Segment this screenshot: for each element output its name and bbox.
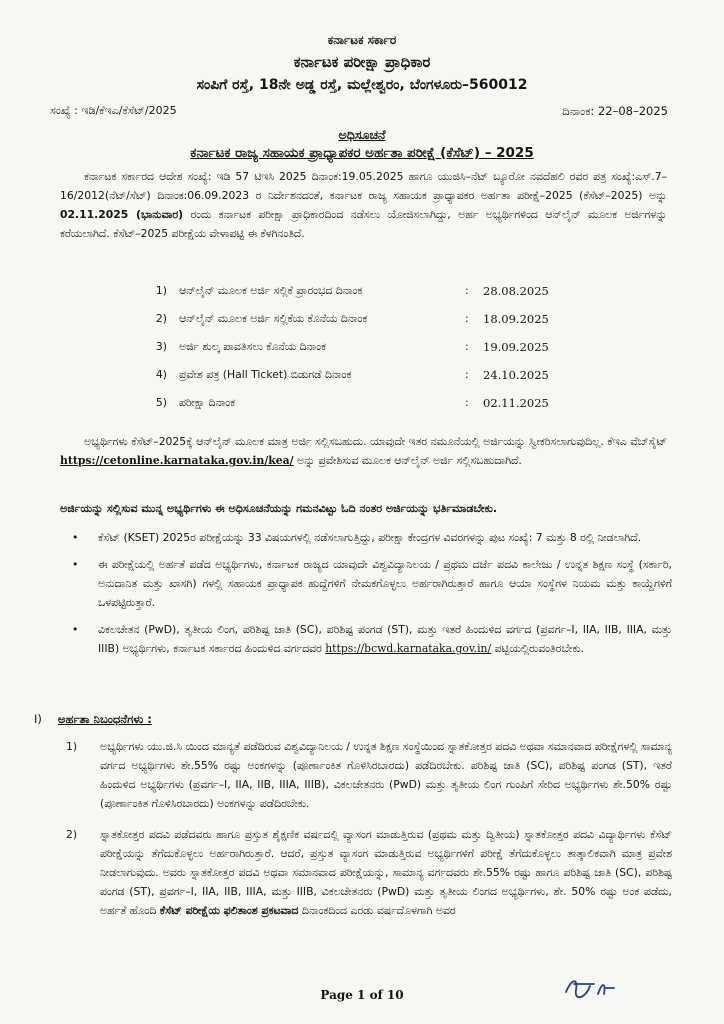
notification-subject: ಕರ್ನಾಟಕ ರಾಜ್ಯ ಸಹಾಯಕ ಪ್ರಾಧ್ಯಾಪಕರ ಅರ್ಹತಾ ಪರೀಕ್ಷೆ (ಕೆಸೆಟ್) – 2025 xyxy=(190,145,534,161)
bullet-icon: • xyxy=(72,623,79,636)
reference-number: ಸಂಖ್ಯೆ : ಇಡಿ/ಕೆಇಎ/ಕೆಸೆಟ್/2025 xyxy=(50,104,177,117)
schedule-row: 3) ಅರ್ಜಿ ಶುಲ್ಕ ಪಾವತಿಸಲು ಕೊನೆಯ ದಿನಾಂಕ : 19.09.2025 xyxy=(155,340,549,354)
schedule-row: 4) ಪ್ರವೇಶ ಪತ್ರ (Hall Ticket) ಬಿಡುಗಡೆ ದಿನಾಂಕ : 24.10.2025 xyxy=(155,368,549,382)
list-item: 2) ಸ್ನಾತಕೋತ್ತರ ಪದವಿ ಪಡೆದವರು ಹಾಗೂ ಪ್ರಸ್ತುತ ಶೈಕ್ಷಣಿಕ ವರ್ಷದಲ್ಲಿ ವ್ಯಾಸಂಗ ಮಾಡುತ್ತಿರುವ (ಪ್ರಥಮ ಮತ್ತು ದ್ವಿತೀಯ) ಸ್ನಾತಕೋತ್ತರ ಪದವಿ ವಿದ್ಯಾರ್ಥಿಗಳು ಕೆಸೆಟ್ ಪರೀಕ್ಷೆಯನ್ನು ತೆಗೆದುಕೊಳ್ಳಲು ಅರ್ಹರಾಗಿರುತ್ತಾರೆ. ಆದರೆ, ಪ್ರಸ್ತುತ ವ್ಯಾಸಂಗ ಮಾಡುತ್ತಿರುವ ಅಭ್ಯರ್ಥಿಗಳಿಗೆ ಪರೀಕ್ಷೆ ತೆಗೆದುಕೊಳ್ಳಲು ತಾತ್ಕಾಲಿಕವಾಗಿ ಮಾತ್ರ ಪ್ರವೇಶ ನೀಡಲಾಗುವುದು. ಅವರು ಸ್ನಾತಕೋತ್ತರ ಪದವಿ ಅಥವಾ ಸಮಾನವಾದ ಪರೀಕ್ಷೆಯನ್ನು, ಸಾಮಾನ್ಯ ವರ್ಗದವರು ಶೇ.55% ರಷ್ಟು ಹಾಗೂ ಪರಿಶಿಷ್ಟ ಜಾತಿ (SC), ಪರಿಶಿಷ್ಟ ಪಂಗಡ (ST), ಪ್ರವರ್ಗ–I, IIA, IIB, IIIA, ಮತ್ತು IIIB, ವಿಕಲಚೇತನರು (PwD) ಮತ್ತು ತೃತೀಯ ಲಿಂಗದ ಅಭ್ಯರ್ಥಿಗಳು, ಶೇ. 50% ರಷ್ಟು ಅಂಕ ಪಡೆದು, ಅರ್ಹತೆ ಹೊಂದಿ ಕೆಸೆಟ್ ಪರೀಕ್ಷೆಯ ಫಲಿತಾಂಶ ಪ್ರಕಟವಾದ ದಿನಾಂಕದಿಂದ ಎರಡು ವರ್ಷದೊಳಗಾಗಿ ಅವರ xyxy=(66,828,672,917)
eligibility-section-heading: I) ಅರ್ಹತಾ ನಿಬಂಧನೆಗಳು : xyxy=(34,712,152,726)
online-application-paragraph: ಅಭ್ಯರ್ಥಿಗಳು ಕೆಸೆಟ್–2025ಕ್ಕೆ ಆನ್‌ಲೈನ್ ಮೂಲಕ ಮಾತ್ರ ಅರ್ಜಿ ಸಲ್ಲಿಸಬಹುದು. ಯಾವುದೇ ಇತರ ನಮೂನೆಯಲ್ಲಿ ಅರ್ಜಿಯನ್ನು ಸ್ವೀಕರಿಸಲಾಗುವುದಿಲ್ಲ. ಕೆಇಎ ವೆಬ್‌ಸೈಟ್ https://cetonline.karnataka.gov.in/kea/ ಅನ್ನು ಪ್ರವೇಶಿಸುವ ಮೂಲಕ ಆನ್‌ಲೈನ್ ಅರ್ಜಿ ಸಲ್ಲಿಸಬಹುದಾಗಿದೆ. xyxy=(60,435,667,467)
eligibility-list xyxy=(66,737,672,932)
government-name: ಕರ್ನಾಟಕ ಸರ್ಕಾರ xyxy=(327,33,397,47)
schedule-row: 5) ಪರೀಕ್ಷಾ ದಿನಾಂಕ : 02.11.2025 xyxy=(155,396,549,410)
intro-paragraph: ಕರ್ನಾಟಕ ಸರ್ಕಾರದ ಆದೇಶ ಸಂಖ್ಯೆ: ಇಡಿ 57 ಟಿಇಸಿ 2025 ದಿನಾಂಕ:19.05.2025 ಹಾಗೂ ಯುಜಿಸಿ–ನೆಟ್ ಬ್ಯೂರೋ ನವದೆಹಲಿ ರವರ ಪತ್ರ ಸಂಖ್ಯೆ:ಎಸ್.7–16/2012(ನೆಟ್/ಸೆಟ್) ದಿನಾಂಕ:06.09.2023 ರ ನಿರ್ದೇಶನದಂತೆ, ಕರ್ನಾಟಕ ರಾಜ್ಯ ಸಹಾಯಕ ಪ್ರಾಧ್ಯಾಪಕರ ಅರ್ಹತಾ ಪರೀಕ್ಷೆ–2025 (ಕೆಸೆಟ್–2025) ಅನ್ನು 02.11.2025 (ಭಾನುವಾರ) ರಂದು ಕರ್ನಾಟಕ ಪರೀಕ್ಷಾ ಪ್ರಾಧಿಕಾರದಿಂದ ನಡೆಸಲು ಯೋಜಿಸಲಾಗಿದ್ದು, ಅರ್ಹ ಅಭ್ಯರ್ಥಿಗಳಿಂದ ಆನ್‌ಲೈನ್ ಮೂಲಕ ಅರ್ಜಿಗಳನ್ನು ಕರೆಯಲಾಗಿದೆ. ಕೆಸೆಟ್–2025 ಪರೀಕ್ಷೆಯ ವೇಳಾಪಟ್ಟಿ ಈ ಕೆಳಗಿನಂತಿದೆ. xyxy=(60,170,668,240)
list-item: • ಈ ಪರೀಕ್ಷೆಯಲ್ಲಿ ಅರ್ಹತೆ ಪಡೆದ ಅಭ್ಯರ್ಥಿಗಳು, ಕರ್ನಾಟಕ ರಾಜ್ಯದ ಯಾವುದೇ ವಿಶ್ವವಿದ್ಯಾನಿಲಯ / ಪ್ರಥಮ ದರ್ಜೆ ಪದವಿ ಕಾಲೇಜು / ಉನ್ನತ ಶಿಕ್ಷಣ ಸಂಸ್ಥೆ (ಸರ್ಕಾರಿ, ಅನುದಾನಿತ ಮತ್ತು ಖಾಸಗಿ) ಗಳಲ್ಲಿ ಸಹಾಯಕ ಪ್ರಾಧ್ಯಾಪಕ ಹುದ್ದೆಗಳಿಗೆ ನೇಮಕಗೊಳ್ಳಲು ಅರ್ಹರಾಗಿರುತ್ತಾರೆ ಹಾಗೂ ಆಯಾ ಸಂಸ್ಥೆಗಳ ನಿಯಮ ಮತ್ತು ಕಾಯ್ದೆಗಳಿಗೆ ಒಳಪಟ್ಟಿರುತ್ತಾರೆ. xyxy=(60,555,672,612)
list-item: 1) ಅಭ್ಯರ್ಥಿಗಳು ಯು.ಜಿ.ಸಿ ಯಿಂದ ಮಾನ್ಯತೆ ಪಡೆದಿರುವ ವಿಶ್ವವಿದ್ಯಾನಿಲಯ / ಉನ್ನತ ಶಿಕ್ಷಣ ಸಂಸ್ಥೆಯಿಂದ ಸ್ನಾತಕೋತ್ತರ ಪದವಿ ಅಥವಾ ಸಮಾನವಾದ ಪರೀಕ್ಷೆಗಳಲ್ಲಿ ಸಾಮಾನ್ಯ ವರ್ಗದ ಅಭ್ಯರ್ಥಿಗಳು ಶೇ.55% ರಷ್ಟು ಅಂಕಗಳನ್ನು (ಪೂರ್ಣಾಂಕಿತ ಗೊಳಿಸಿರಬಾರದು) ಪಡೆದಿರಬೇಕು. ಪರಿಶಿಷ್ಟ ಜಾತಿ (SC), ಪರಿಶಿಷ್ಟ ಪಂಗಡ (ST), ಇತರೆ ಹಿಂದುಳಿದ ಅಭ್ಯರ್ಥಿಗಳು (ಪ್ರವರ್ಗ–I, IIA, IIB, IIIA, IIIB), ವಿಕಲಚೇತನರು (PwD) ಮತ್ತು ತೃತೀಯ ಲಿಂಗ ಗುಂಪಿಗೆ ಸೇರಿದ ಅಭ್ಯರ್ಥಿಗಳು ಶೇ.50% ರಷ್ಟು (ಪೂರ್ಣಾಂಕಿತ ಗೊಳಿಸಿರಬಾರದು) ಅಂಕಗಳನ್ನು ಪಡೆದಿರಬೇಕು. xyxy=(66,740,672,810)
schedule-list xyxy=(145,284,585,424)
kea-website-link[interactable]: https://cetonline.karnataka.gov.in/kea/ xyxy=(60,454,294,467)
bullet-icon: • xyxy=(72,531,79,544)
list-item: • ಕೆಸೆಟ್ (KSET) 2025ರ ಪರೀಕ್ಷೆಯನ್ನು 33 ವಿಷಯಗಳಲ್ಲಿ ನಡೆಸಲಾಗುತ್ತಿದ್ದು, ಪರೀಕ್ಷಾ ಕೇಂದ್ರಗಳ ವಿವರಗಳನ್ನು ಪುಟ ಸಂಖ್ಯೆ: 7 ಮತ್ತು 8 ರಲ್ಲಿ ನೀಡಲಾಗಿದೆ. xyxy=(60,528,672,547)
schedule-row: 2) ಆನ್‌ಲೈನ್ ಮೂಲಕ ಅರ್ಜಿ ಸಲ್ಲಿಕೆಯ ಕೊನೆಯ ದಿನಾಂಕ : 18.09.2025 xyxy=(155,312,549,326)
page-number: Page 1 of 10 xyxy=(320,988,404,1002)
bullet-icon: • xyxy=(72,558,79,571)
schedule-row: 1) ಆನ್‌ಲೈನ್ ಮೂಲಕ ಅರ್ಜಿ ಸಲ್ಲಿಕೆ ಪ್ರಾರಂಭದ ದಿನಾಂಕ : 28.08.2025 xyxy=(155,284,549,298)
exam-date-highlight: 02.11.2025 (ಭಾನುವಾರ) xyxy=(60,208,184,221)
signature-icon xyxy=(560,972,620,1002)
authority-address: ಸಂಪಿಗೆ ರಸ್ತೆ, 18ನೇ ಅಡ್ಡ ರಸ್ತೆ, ಮಲ್ಲೇಶ್ವರಂ, ಬೆಂಗಳೂರು–560012 xyxy=(196,77,528,93)
notice-date: ದಿನಾಂಕ: 22–08–2025 xyxy=(562,104,668,118)
notification-heading: ಅಧಿಸೂಚನೆ xyxy=(338,127,386,142)
instruction-line: ಅರ್ಜಿಯನ್ನು ಸಲ್ಲಿಸುವ ಮುನ್ನ ಅಭ್ಯರ್ಥಿಗಳು ಈ ಅಧಿಸೂಚನೆಯನ್ನು ಗಮನವಿಟ್ಟು ಓದಿ ನಂತರ ಅರ್ಜಿಯನ್ನು ಭರ್ತಿಮಾಡಬೇಕು. xyxy=(60,502,498,515)
bcwd-website-link[interactable]: https://bcwd.karnataka.gov.in/ xyxy=(325,642,492,655)
bullet-list xyxy=(60,528,672,666)
authority-name: ಕರ್ನಾಟಕ ಪರೀಕ್ಷಾ ಪ್ರಾಧಿಕಾರ xyxy=(293,53,431,71)
list-item: • ವಿಕಲಚೇತನ (PwD), ತೃತೀಯ ಲಿಂಗ, ಪರಿಶಿಷ್ಟ ಜಾತಿ (SC), ಪರಿಶಿಷ್ಟ ಪಂಗಡ (ST), ಮತ್ತು ಇತರೆ ಹಿಂದುಳಿದ ವರ್ಗದ (ಪ್ರವರ್ಗ–I, IIA, IIB, IIIA, ಮತ್ತು IIIB) ಅಭ್ಯರ್ಥಿಗಳು, ಕರ್ನಾಟಕ ಸರ್ಕಾರದ ಹಿಂದುಳಿದ ವರ್ಗದವರ https://bcwd.karnataka.gov.in/ ಪಟ್ಟಿಯಲ್ಲಿರುವಂತಿರಬೇಕು. xyxy=(60,620,672,658)
